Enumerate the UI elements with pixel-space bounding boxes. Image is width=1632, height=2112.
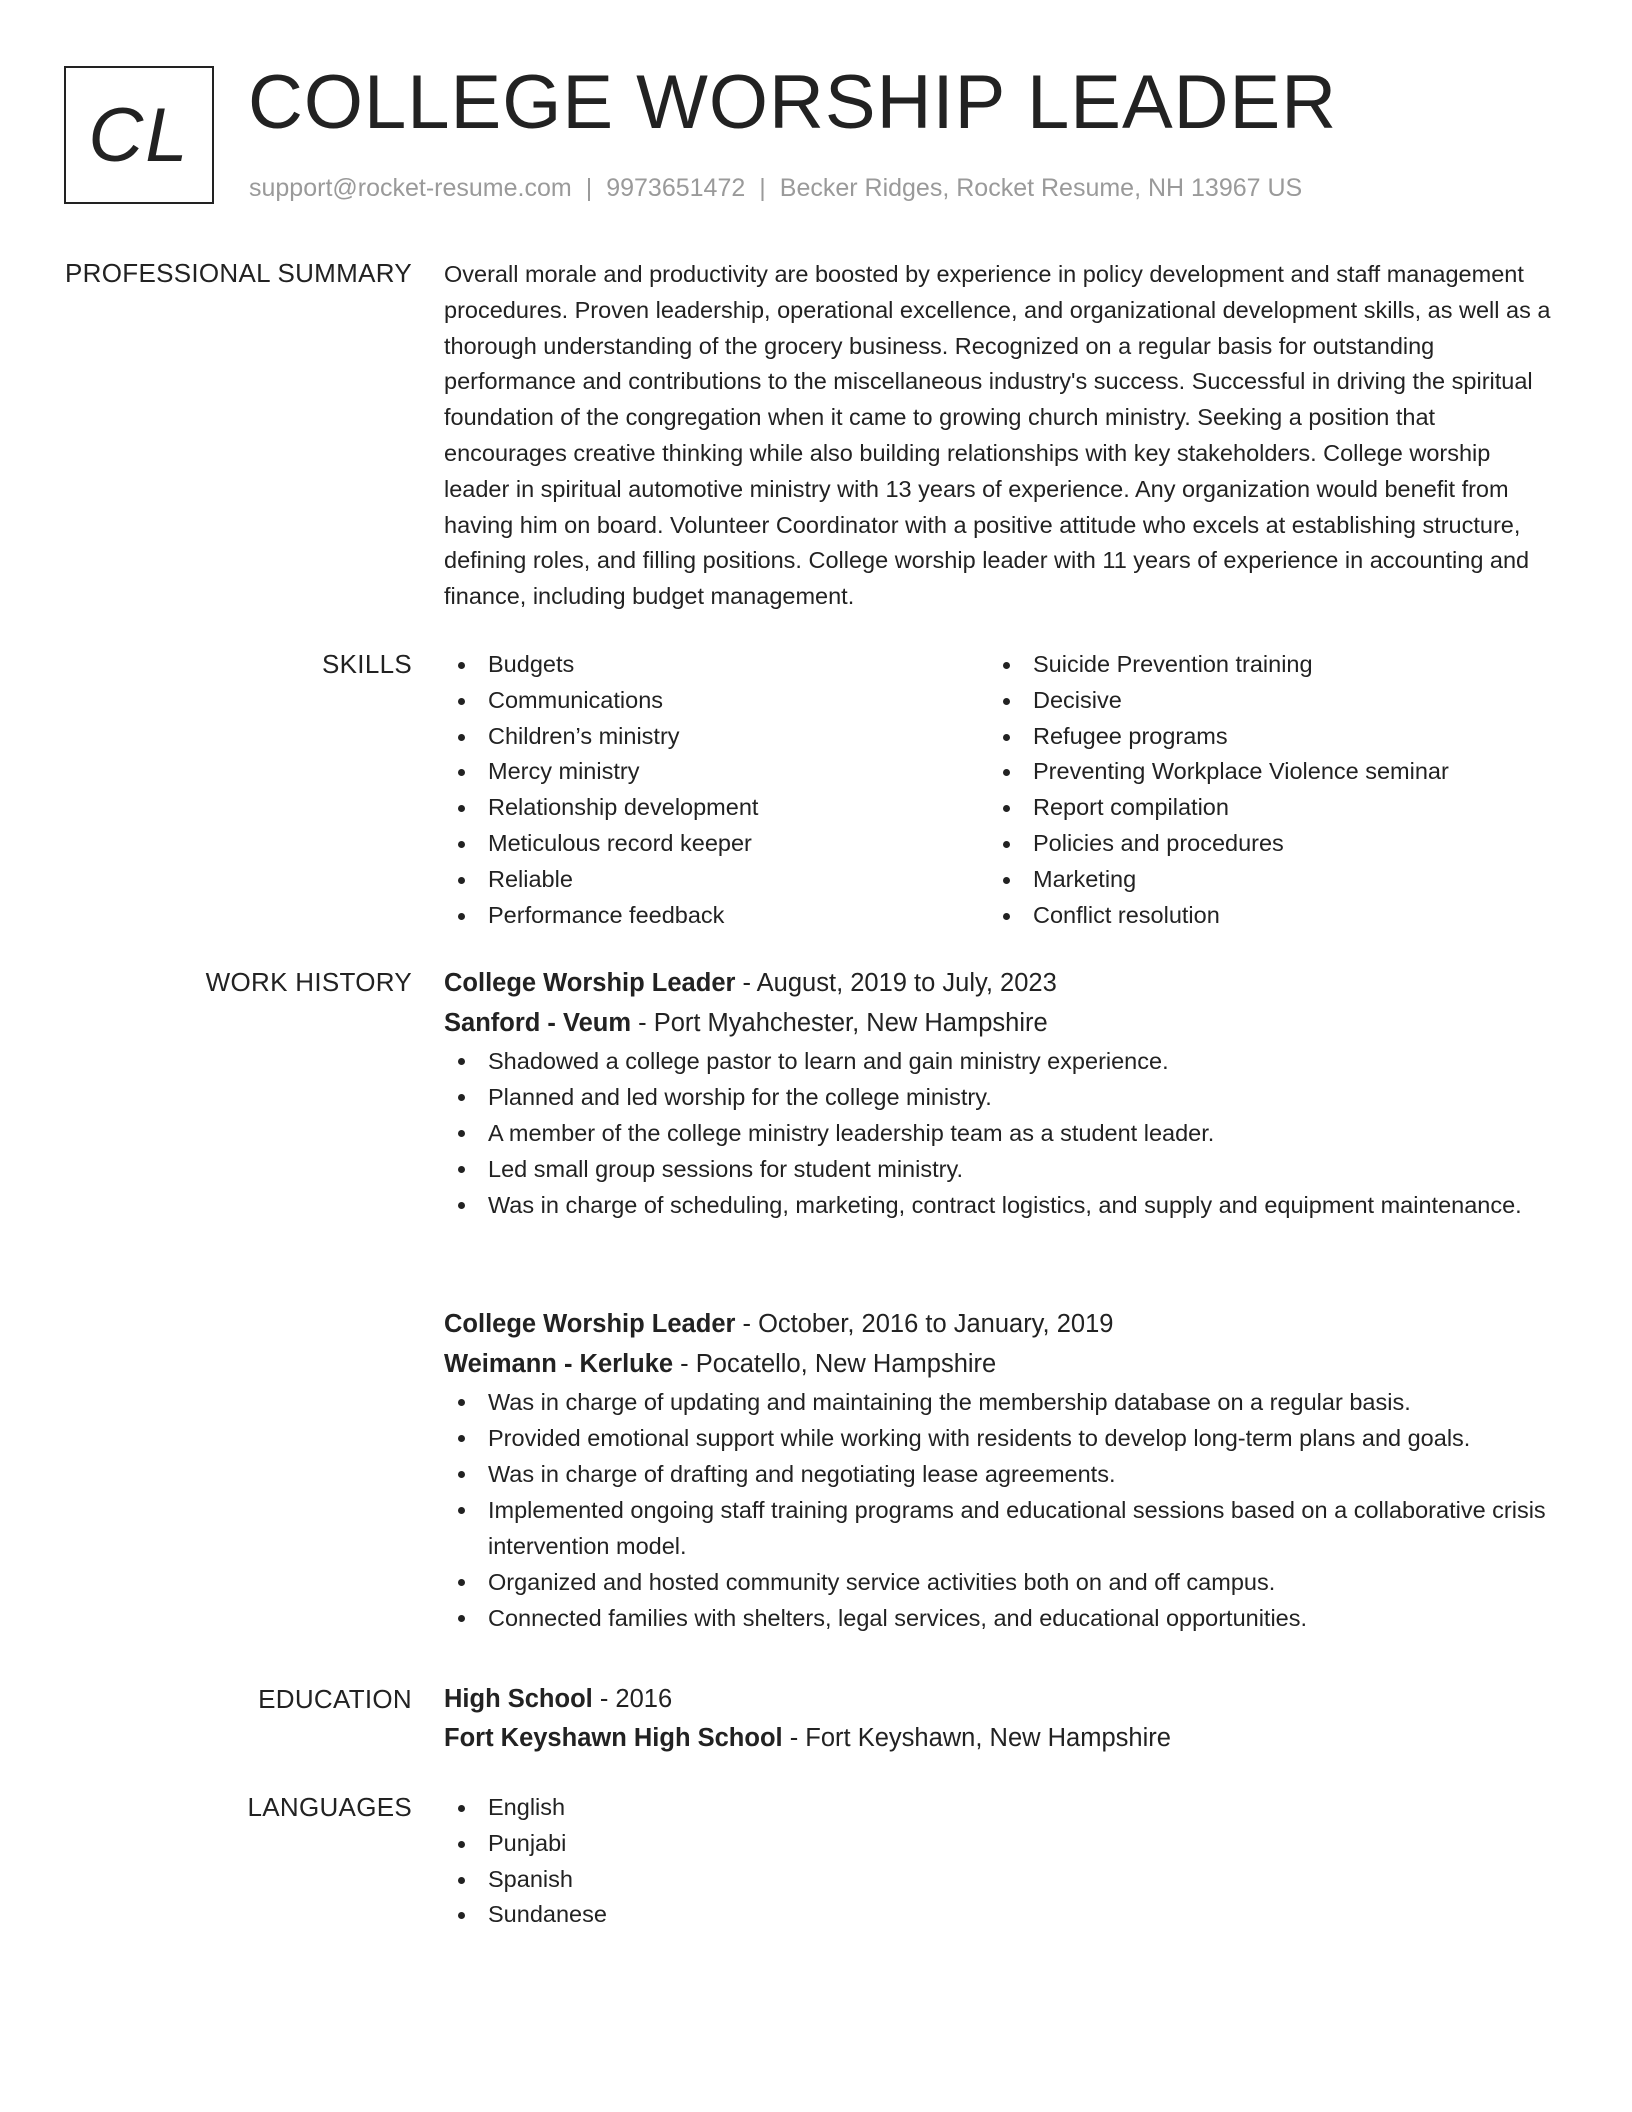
- skills-list-right: [989, 647, 1534, 933]
- skills-list-left: [444, 647, 989, 933]
- job-duties-list: [444, 1384, 1554, 1636]
- education-location: - Fort Keyshawn, New Hampshire: [782, 1724, 1171, 1752]
- job-company-line: [444, 1344, 1554, 1384]
- job-duty: Shadowed a college pastor to learn and gain ministry experience.: [444, 1043, 1554, 1079]
- skill-item: Communications: [444, 683, 989, 719]
- contact-separator: |: [759, 174, 766, 202]
- job-duty: Planned and led worship for the college ministry.: [444, 1079, 1554, 1115]
- job-duty: Led small group sessions for student ministry.: [444, 1151, 1554, 1187]
- skills-heading: SKILLS: [322, 649, 412, 679]
- language-item: English: [444, 1790, 1554, 1826]
- summary-section: [444, 257, 1554, 615]
- education-heading: EDUCATION: [258, 1684, 412, 1714]
- job-title-line: [444, 963, 1554, 1003]
- skill-item: Performance feedback: [444, 898, 989, 934]
- job-duty: Implemented ongoing staff training programs and educational sessions based on a collaborative crisis intervention model.: [444, 1492, 1554, 1564]
- skill-item: Children’s ministry: [444, 719, 989, 755]
- job-duty: Organized and hosted community service activities both on and off campus.: [444, 1564, 1554, 1600]
- job-location: - Port Myahchester, New Hampshire: [631, 1009, 1048, 1037]
- job-duty: Was in charge of scheduling, marketing, contract logistics, and supply and equipment maintenance.: [444, 1187, 1554, 1223]
- languages-section: [444, 1790, 1554, 1933]
- job-title: College Worship Leader: [444, 1310, 736, 1338]
- languages-list: [444, 1790, 1554, 1933]
- skill-item: Reliable: [444, 862, 989, 898]
- skill-item: Decisive: [989, 683, 1534, 719]
- job-entry: [444, 963, 1554, 1223]
- skill-item: Suicide Prevention training: [989, 647, 1534, 683]
- summary-heading: PROFESSIONAL SUMMARY: [65, 258, 412, 288]
- education-year: - 2016: [592, 1685, 673, 1713]
- skill-item: Marketing: [989, 862, 1534, 898]
- skills-section: [444, 647, 1554, 933]
- job-duty: Was in charge of drafting and negotiating lease agreements.: [444, 1456, 1554, 1492]
- work-history-heading: WORK HISTORY: [205, 967, 412, 997]
- job-duties-list: [444, 1043, 1554, 1223]
- skill-item: Conflict resolution: [989, 898, 1534, 934]
- job-duty: Provided emotional support while working with residents to develop long-term plans and goals.: [444, 1420, 1554, 1456]
- contact-separator: |: [585, 174, 593, 202]
- education-section: [444, 1679, 1554, 1757]
- contact-line: [249, 172, 1302, 204]
- skills-grid: [444, 647, 1554, 933]
- job-dates: - August, 2019 to July, 2023: [735, 969, 1057, 997]
- job-duty: Was in charge of updating and maintaining the membership database on a regular basis.: [444, 1384, 1554, 1420]
- contact-address: Becker Ridges, Rocket Resume, NH 13967 US: [779, 174, 1303, 202]
- resume-title: COLLEGE WORSHIP LEADER: [248, 60, 1338, 145]
- contact-phone: 9973651472: [606, 174, 746, 202]
- contact-email: support@rocket-resume.com: [249, 174, 572, 202]
- languages-heading: LANGUAGES: [247, 1792, 412, 1822]
- skill-item: Refugee programs: [989, 719, 1534, 755]
- job-title-line: [444, 1304, 1554, 1344]
- skill-item: Mercy ministry: [444, 754, 989, 790]
- skill-item: Preventing Workplace Violence seminar: [989, 754, 1534, 790]
- language-item: Punjabi: [444, 1826, 1554, 1862]
- language-item: Sundanese: [444, 1897, 1554, 1933]
- skill-item: Policies and procedures: [989, 826, 1534, 862]
- job-company-line: [444, 1003, 1554, 1043]
- skill-item: Budgets: [444, 647, 989, 683]
- job-duty: A member of the college ministry leadership team as a student leader.: [444, 1115, 1554, 1151]
- monogram-box: [64, 66, 214, 204]
- job-company: Weimann - Kerluke: [444, 1350, 674, 1378]
- monogram-initials: CL: [88, 92, 190, 178]
- skill-item: Relationship development: [444, 790, 989, 826]
- education-school-line: [444, 1719, 1554, 1757]
- education-school: Fort Keyshawn High School: [444, 1724, 783, 1752]
- language-item: Spanish: [444, 1862, 1554, 1898]
- education-degree-line: [444, 1679, 1554, 1719]
- summary-text: Overall morale and productivity are boosted by experience in policy development and staff management procedures. Proven leadership, operational excellence, and organizational development skills, as well as a thorough understanding of the grocery business. Recognized on a regular basis for outstanding performance and contributions to the miscellaneous industry's success. Successful in driving the spiritual foundation of the congregation when it came to growing church ministry. Seeking a position that encourages creative thinking while also building relationships with key stakeholders. College worship leader in spiritual automotive ministry with 13 years of experience. Any organization would benefit from having him on board. Volunteer Coordinator with a positive attitude who excels at establishing structure, defining roles, and filling positions. College worship leader with 11 years of experience in accounting and finance, including budget management.: [444, 261, 1551, 610]
- job-company: Sanford - Veum: [444, 1009, 632, 1037]
- job-dates: - October, 2016 to January, 2019: [735, 1310, 1114, 1338]
- job-title: College Worship Leader: [444, 969, 736, 997]
- skill-item: Meticulous record keeper: [444, 826, 989, 862]
- job-location: - Pocatello, New Hampshire: [673, 1350, 997, 1378]
- job-entry: [444, 1304, 1554, 1636]
- skill-item: Report compilation: [989, 790, 1534, 826]
- education-degree: High School: [444, 1685, 593, 1713]
- job-duty: Connected families with shelters, legal services, and educational opportunities.: [444, 1600, 1554, 1636]
